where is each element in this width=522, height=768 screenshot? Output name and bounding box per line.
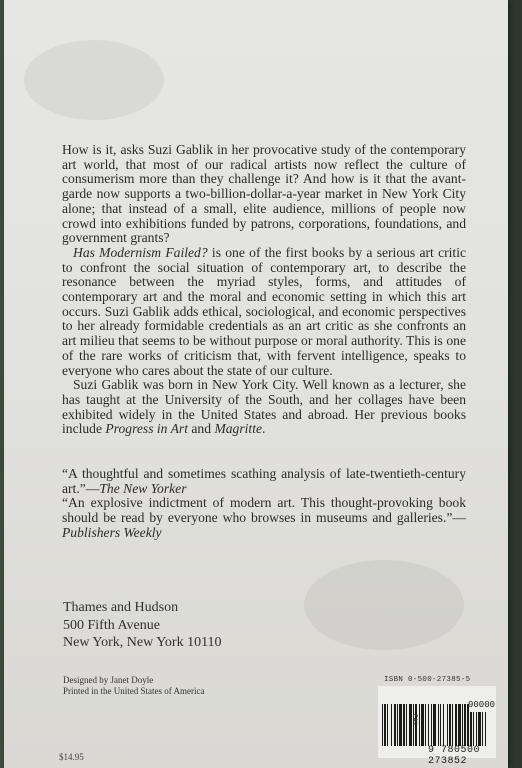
production-credits (63, 675, 204, 697)
publisher-address-line: 500 Fifth Avenue (63, 617, 160, 633)
review-quote: “An explosive indictment of modern art. This thought-provoking book should be read by everyone who browses in museums and galleries.”—Publishers Weekly (62, 495, 466, 540)
printing-credit: Printed in the United States of America (63, 686, 205, 696)
barcode-digits: 9 780500 273852 (428, 745, 481, 767)
smudge (304, 560, 464, 650)
publisher-city-line: New York, New York 10110 (63, 635, 222, 650)
blurb-paragraph-2: Has Modernism Failed? is one of the first books by a serious art critic to confront the social situation of contemporary art, to describe the resonance between the myriad styles, forms, and attitudes of contemporary art and the moral and economic setting in which this art occurs. Suzi Gablik adds ethical, sociological, and economic perspectives to her already formidable credentials as an art critic as she confronts an art milieu that seems to be without purpose or moral authority. This is one of the rare works of criticism that, with fervent intelligence, speaks to everyone who cares about the state of our culture. (62, 244, 466, 378)
publisher-address (63, 599, 222, 652)
author-bio: Suzi Gablik was born in New York City. Well known as a lecturer, she has taught at the University of the South, and her collages have been exhibited widely in the United States and abroad. Her previous books include Progress in Art and Magritte. (62, 377, 466, 437)
barcode-addon: 90000 (468, 700, 496, 710)
price-label: $14.95 (59, 752, 84, 762)
ean-label: EAN (411, 714, 418, 725)
review-quotes (62, 467, 466, 541)
smudge (24, 40, 164, 120)
background-edge (508, 0, 522, 768)
review-quote: “A thoughtful and sometimes scathing analysis of late-twentieth-century art.”—The New Yorker (62, 466, 466, 496)
publisher-name: Thames and Hudson (63, 600, 179, 615)
book-title: Has Modernism Failed? (73, 244, 208, 260)
description-blurb (62, 143, 466, 437)
isbn-label: ISBN 0-500-27385-5 (384, 676, 471, 684)
designer-credit: Designed by Janet Doyle (63, 675, 154, 685)
blurb-paragraph-1: How is it, asks Suzi Gablik in her provocative study of the contemporary art world, that most of our radical artists now reflect the culture of consumerism more than they challenge it? And how is it that the avant-garde now supports a two-billion-dollar-a-year market in New York City alone; that instead of a small, elite audience, millions of people now crowd into exhibitions funded by patrons, corporations, foundations, and government grants? (62, 142, 466, 246)
